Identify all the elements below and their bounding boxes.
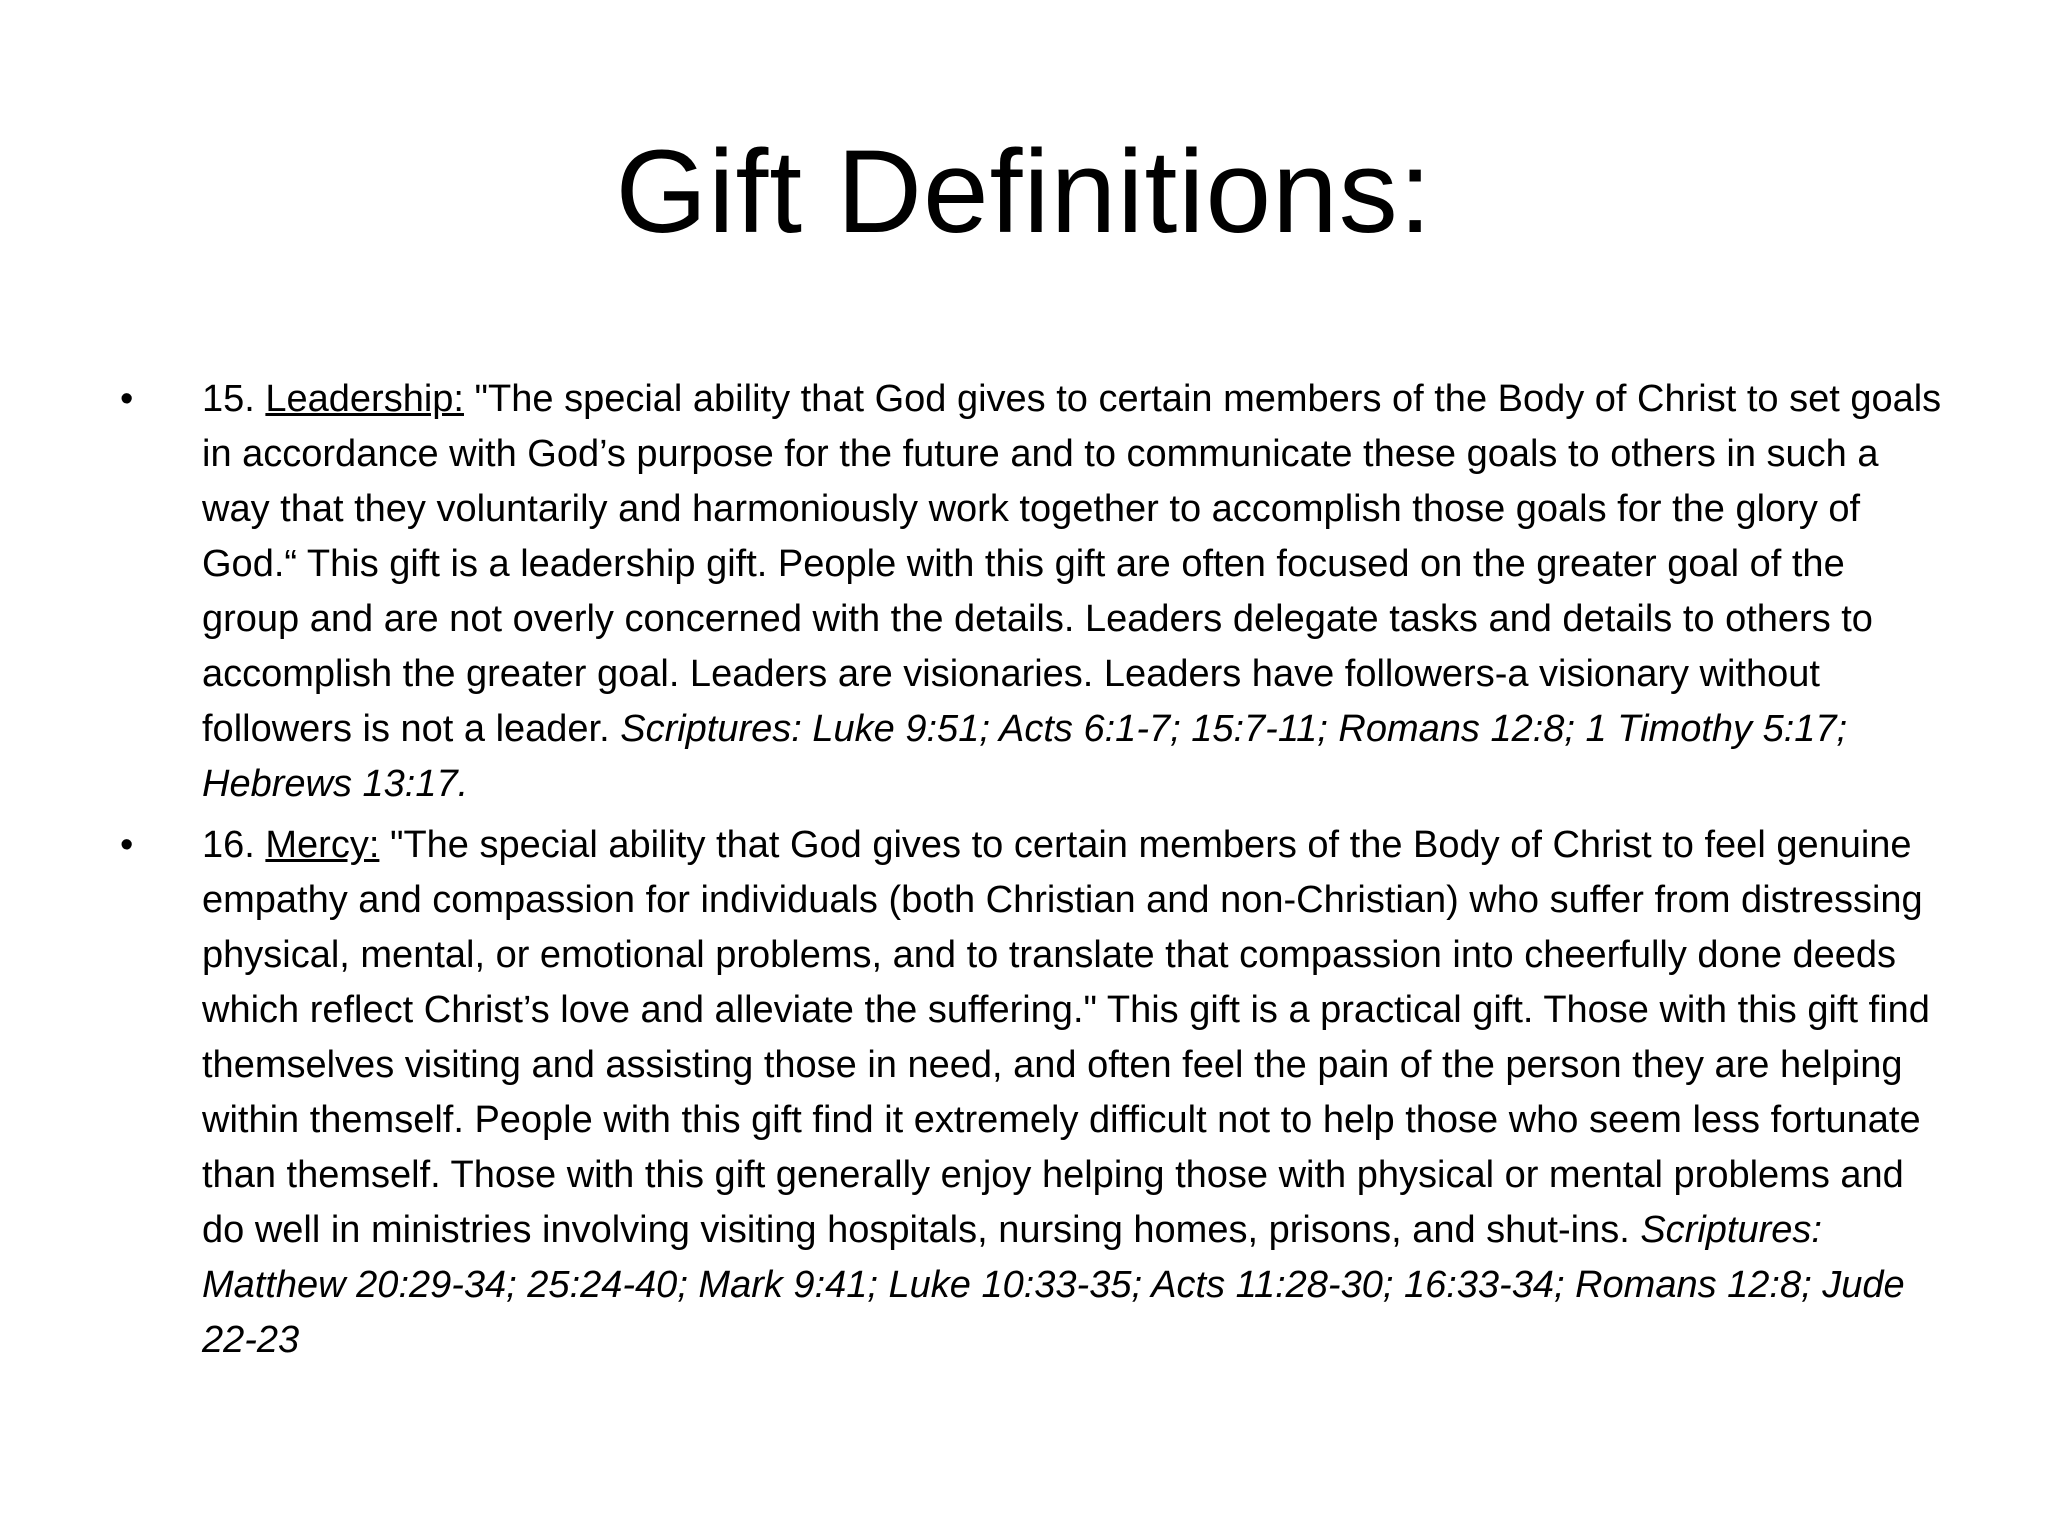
bullet-icon: • (120, 378, 134, 420)
scripture-references: Scriptures: Luke 9:51; Acts 6:1-7; 15:7-11; Romans 12:8; 1 Timothy 5:17; Hebrews 13:17. (202, 708, 1848, 805)
gift-definition: "The special ability that God gives to certain members of the Body of Christ to feel genuine empathy and compassion for individuals (both Christian and non-Christian) who suffer from distressing physical, mental, or emotional problems, and to translate that compassion into cheerfully done deeds which reflect Christ’s love and alleviate the suffering." This gift is a practical gift. Those with this gift find themselves visiting and assisting those in need, and often feel the pain of the person they are helping within themself. People with this gift find it extremely difficult not to help those who seem less fortunate than themself. Those with this gift generally enjoy helping those with physical or mental problems and do well in ministries involving visiting hospitals, nursing homes, prisons, and shut-ins. (202, 824, 1930, 1251)
bullet-icon: • (120, 824, 134, 866)
gift-term: Leadership: (265, 378, 464, 420)
list-item-leadership (120, 372, 1950, 812)
item-number: 15. (202, 378, 266, 420)
definition-list (120, 372, 1950, 1374)
list-item-mercy (120, 818, 1950, 1368)
gift-term: Mercy: (265, 824, 380, 866)
scripture-references: Scriptures: Matthew 20:29-34; 25:24-40; Mark 9:41; Luke 10:33-35; Acts 11:28-30; 16:33-34; Romans 12:8; Jude 22-23 (202, 1209, 1905, 1361)
item-number: 16. (202, 824, 266, 866)
slide-title: Gift Definitions: (615, 126, 1433, 258)
gift-definition: "The special ability that God gives to certain members of the Body of Christ to set goals in accordance with God’s purpose for the future and to communicate these goals to others in such a way that they voluntarily and harmoniously work together to accomplish those goals for the glory of God.“ This gift is a leadership gift. People with this gift are often focused on the greater goal of the group and are not overly concerned with the details. Leaders delegate tasks and details to others to accomplish the greater goal. Leaders are visionaries. Leaders have followers-a visionary without followers is not a leader. (202, 378, 1942, 750)
